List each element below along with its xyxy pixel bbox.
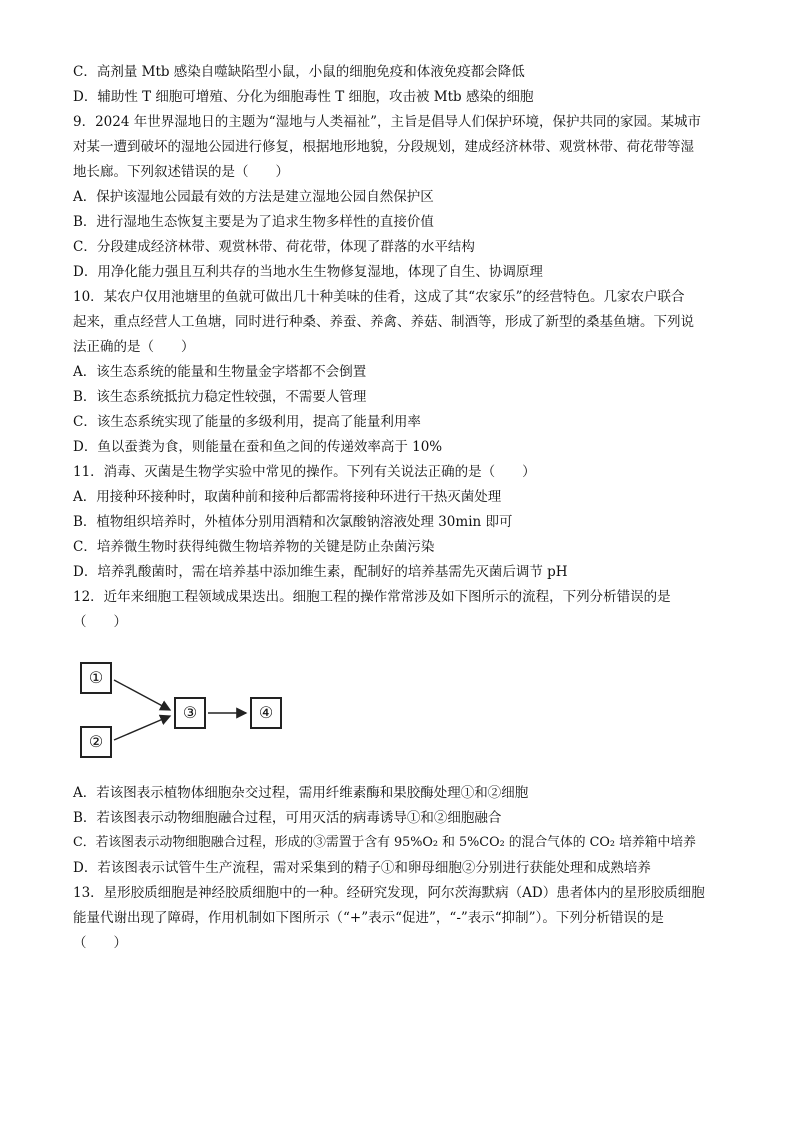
question-13-stem-2: 能量代谢出现了障碍，作用机制如下图所示（“+”表示“促进”，“-”表示“抑制”）。下列分析错误的是 [73,910,664,926]
option-9b: B．进行湿地生态恢复主要是为了追求生物多样性的直接价值 [73,214,434,230]
question-13-stem-1: 13．星形胶质细胞是神经胶质细胞中的一种。经研究发现，阿尔茨海默病（AD）患者体内的星形胶质细胞 [73,885,705,901]
option-11a: A．用接种环接种时，取菌种前和接种后都需将接种环进行干热灭菌处理 [73,489,502,505]
question-10-stem-3: 法正确的是（ ） [73,339,195,355]
option-8c: C．高剂量 Mtb 感染自噬缺陷型小鼠，小鼠的细胞免疫和体液免疫都会降低 [73,64,525,80]
option-11b: B．植物组织培养时，外植体分别用酒精和次氯酸钠溶液处理 30min 即可 [73,514,513,530]
option-10d: D．鱼以蚕粪为食，则能量在蚕和鱼之间的传递效率高于 10% [73,439,443,455]
option-12d: D．若该图表示试管牛生产流程，需对采集到的精子①和卵母细胞②分别进行获能处理和成熟培养 [73,860,651,876]
question-12-stem-1: 12．近年来细胞工程领域成果迭出。细胞工程的操作常常涉及如下图所示的流程，下列分析错误的是 [73,589,671,605]
box-2: ② [80,726,112,758]
option-10a: A．该生态系统的能量和生物量金字塔都不会倒置 [73,364,367,380]
option-12b: B．若该图表示动物细胞融合过程，可用灭活的病毒诱导①和②细胞融合 [73,810,502,826]
option-11d: D．培养乳酸菌时，需在培养基中添加维生素，配制好的培养基需先灭菌后调节 pH [73,564,568,580]
box-4: ④ [250,697,282,729]
question-13-stem-3: （ ） [73,935,127,951]
option-12c: C．若该图表示动物细胞融合过程，形成的③需置于含有 95%O₂ 和 5%CO₂ 的混合气体的 CO₂ 培养箱中培养 [73,835,696,850]
option-12a: A．若该图表示植物体细胞杂交过程，需用纤维素酶和果胶酶处理①和②细胞 [73,785,529,801]
option-10b: B．该生态系统抵抗力稳定性较强，不需要人管理 [73,389,367,405]
arrow-2-to-3 [114,716,170,740]
option-9a: A．保护该湿地公园最有效的方法是建立湿地公园自然保护区 [73,189,434,205]
option-9d: D．用净化能力强且互利共存的当地水生生物修复湿地，体现了自生、协调原理 [73,264,543,280]
question-10-stem-2: 起来，重点经营人工鱼塘，同时进行种桑、养蚕、养禽、养菇、制酒等，形成了新型的桑基鱼塘。下列说 [73,314,694,330]
question-10-stem-1: 10．某农户仅用池塘里的鱼就可做出几十种美味的佳肴，这成了其“农家乐”的经营特色。几家农户联合 [73,289,685,305]
option-8d: D．辅助性 T 细胞可增殖、分化为细胞毒性 T 细胞，攻击被 Mtb 感染的细胞 [73,89,534,105]
box-1: ① [80,662,112,694]
option-11c: C．培养微生物时获得纯微生物培养物的关键是防止杂菌污染 [73,539,435,555]
option-9c: C．分段建成经济林带、观赏林带、荷花带，体现了群落的水平结构 [73,239,475,255]
option-10c: C．该生态系统实现了能量的多级利用，提高了能量利用率 [73,414,421,430]
question-9-stem-2: 对某一遭到破坏的湿地公园进行修复，根据地形地貌，分段规划，建成经济林带、观赏林带、荷花带等湿 [73,139,694,155]
arrow-1-to-3 [114,680,170,710]
question-9-stem-3: 地长廊。下列叙述错误的是（ ） [73,164,289,180]
question-9-stem-1: 9．2024 年世界湿地日的主题为“湿地与人类福祉”，主旨是倡导人们保护环境，保护共同的家园。某城市 [73,114,702,130]
question-11-stem: 11．消毒、灭菌是生物学实验中常见的操作。下列有关说法正确的是（ ） [73,464,536,480]
question-12-stem-2: （ ） [73,614,127,630]
flow-diagram [70,648,300,768]
box-3: ③ [174,697,206,729]
